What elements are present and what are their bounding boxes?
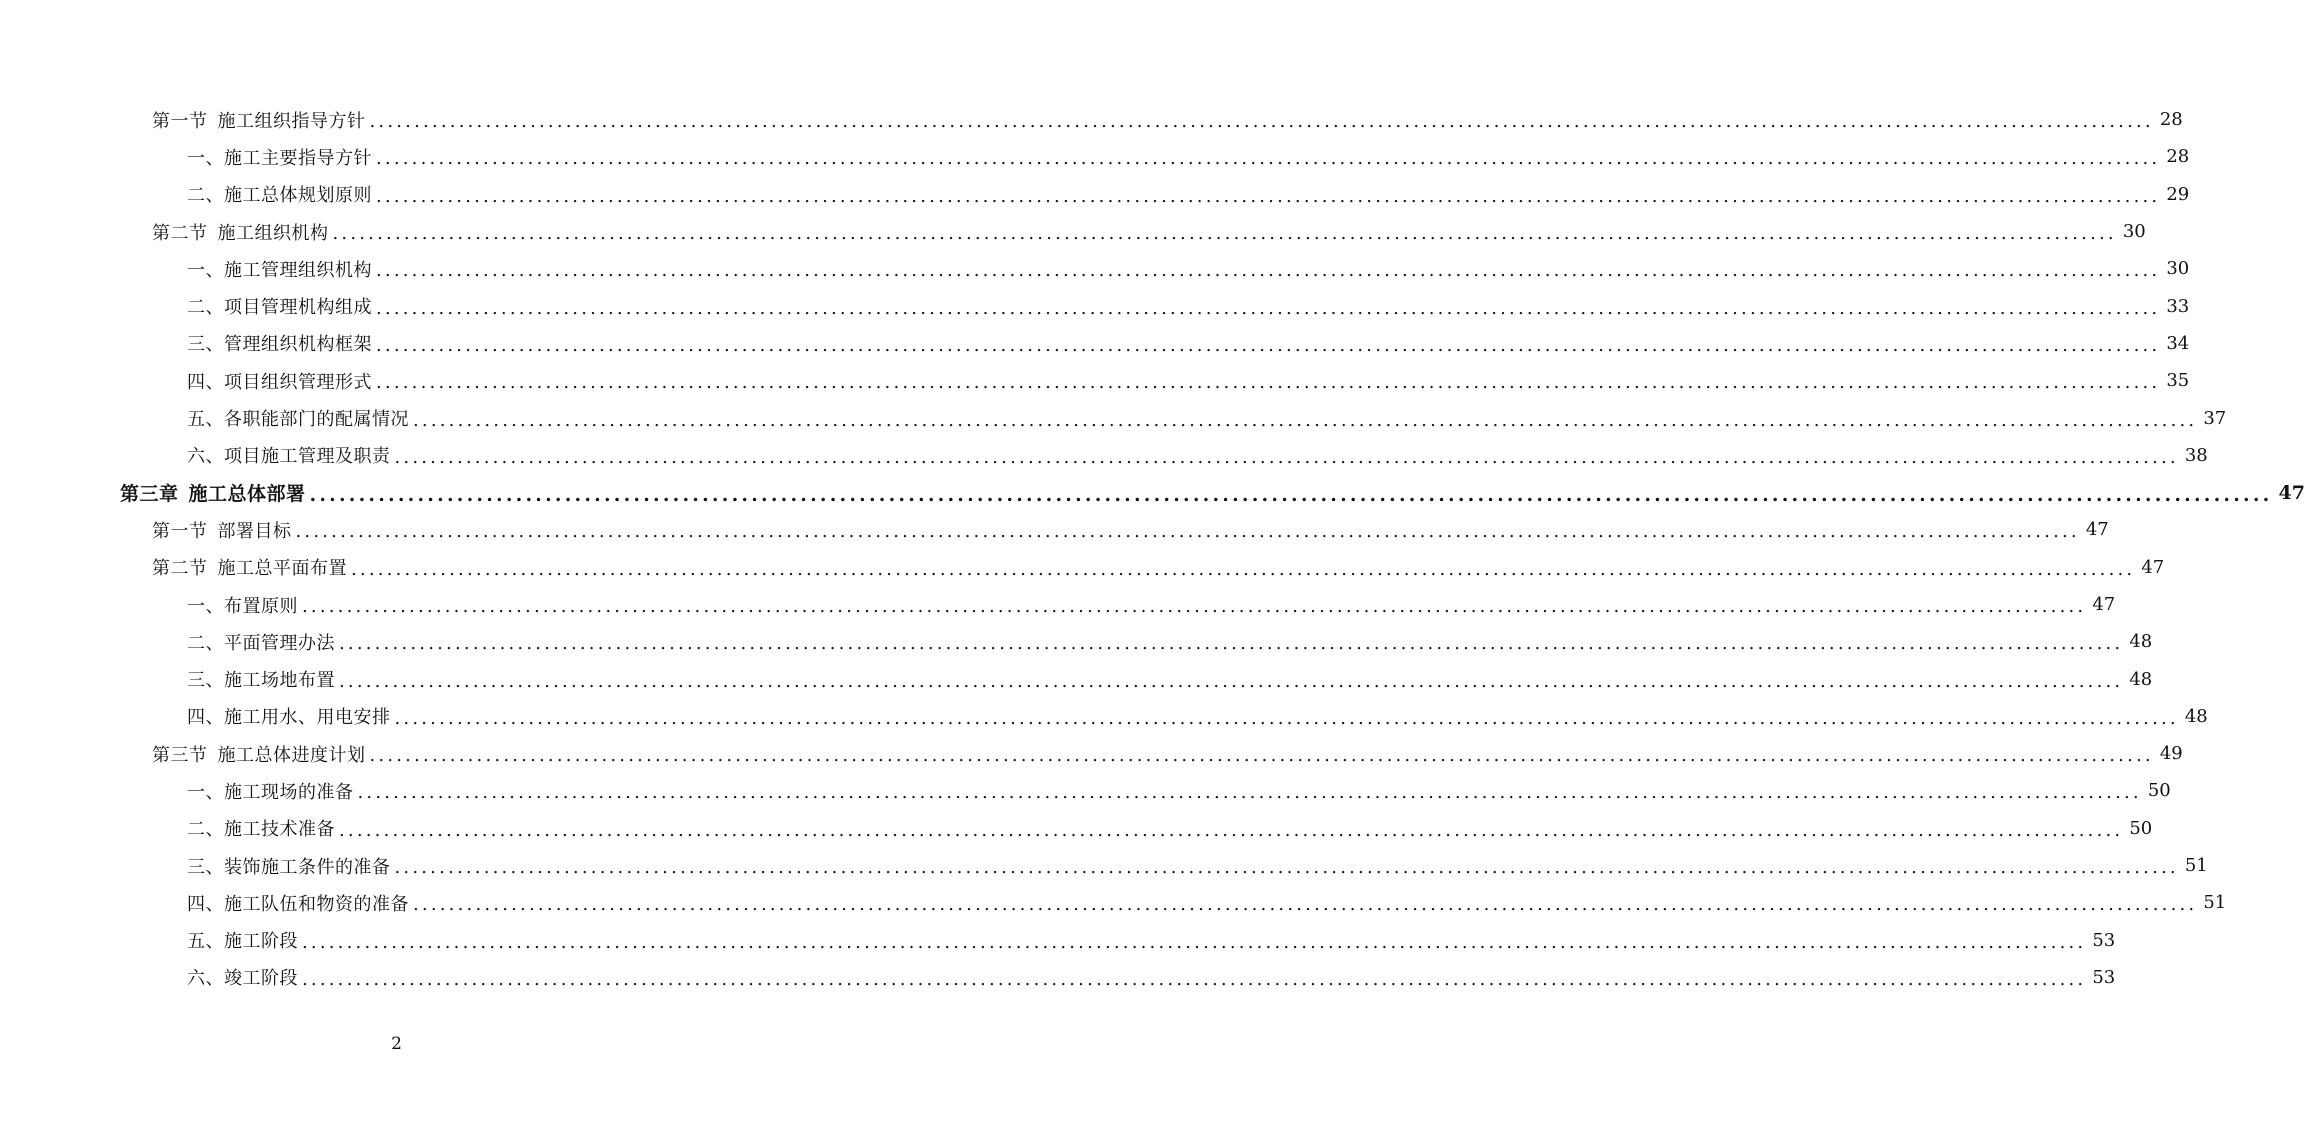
toc-entry-prefix: 六、	[187, 968, 224, 990]
toc-entry-label	[187, 368, 372, 394]
toc-entry-title: 施工场地布置	[224, 670, 335, 692]
toc-dot-leader: ........................................................................................................................................................................................................	[357, 782, 2142, 804]
toc-entry[interactable]	[0, 474, 2305, 511]
toc-dot-leader: ........................................................................................................................................................................................................	[394, 857, 2179, 879]
toc-entry[interactable]	[0, 884, 2227, 921]
toc-entry-label	[187, 666, 335, 692]
toc-entry-title: 施工现场的准备	[224, 781, 354, 803]
toc-entry[interactable]	[0, 922, 2116, 959]
toc-dot-leader: ........................................................................................................................................................................................................	[351, 558, 2136, 580]
toc-entry[interactable]	[0, 810, 2153, 847]
toc-dot-leader: ........................................................................................................................................................................................................	[309, 483, 2273, 506]
toc-entry-label	[152, 741, 366, 767]
toc-entry-title: 平面管理办法	[224, 632, 335, 654]
toc-entry-prefix: 五、	[187, 931, 224, 953]
toc-entry-title: 装饰施工条件的准备	[224, 856, 391, 878]
toc-entry[interactable]	[0, 586, 2116, 623]
toc-entry-prefix: 三、	[187, 670, 224, 692]
toc-entry-title: 项目管理机构组成	[224, 297, 372, 319]
toc-entry-page: 48	[2129, 668, 2153, 690]
toc-entry-page: 33	[2166, 295, 2190, 317]
toc-entry-label	[187, 592, 298, 618]
toc-entry-prefix: 三、	[187, 856, 224, 878]
toc-entry-prefix: 一、	[187, 595, 224, 617]
toc-entry-prefix: 第三节	[152, 744, 208, 766]
toc-entry-title: 施工管理组织机构	[224, 259, 372, 281]
toc-entry-title: 布置原则	[224, 595, 298, 617]
toc-entry[interactable]	[0, 735, 2183, 772]
toc-entry-title: 部署目标	[217, 520, 292, 542]
toc-entry-prefix: 第二节	[152, 558, 208, 580]
toc-entry-page: 34	[2166, 332, 2190, 354]
toc-dot-leader: ........................................................................................................................................................................................................	[413, 894, 2198, 916]
toc-entry-prefix: 第一节	[152, 520, 208, 542]
toc-entry[interactable]	[0, 660, 2153, 697]
toc-entry-page: 51	[2203, 892, 2227, 914]
toc-entry-page: 51	[2184, 855, 2208, 877]
toc-entry-label	[187, 890, 409, 916]
toc-entry-title: 施工主要指导方针	[224, 147, 372, 169]
toc-entry-prefix: 四、	[187, 371, 224, 393]
toc-entry-page: 28	[2159, 109, 2183, 131]
toc-entry-prefix: 三、	[187, 334, 224, 356]
toc-entry-page: 53	[2092, 966, 2116, 988]
toc-entry-prefix: 二、	[187, 297, 224, 319]
toc-dot-leader: ........................................................................................................................................................................................................	[339, 819, 2124, 841]
toc-entry-label	[187, 703, 391, 729]
toc-entry-title: 施工总体部署	[188, 483, 306, 506]
toc-dot-leader: ........................................................................................................................................................................................................	[376, 148, 2161, 170]
toc-dot-leader: ........................................................................................................................................................................................................	[332, 223, 2117, 245]
toc-dot-leader: ........................................................................................................................................................................................................	[339, 670, 2124, 692]
toc-entry-page: 47	[2092, 594, 2116, 615]
toc-entry-title: 施工用水、用电安排	[224, 707, 391, 729]
toc-entry[interactable]	[0, 959, 2116, 996]
toc-entry[interactable]	[0, 325, 2190, 362]
toc-entry-label	[187, 181, 372, 207]
toc-entry-title: 施工总平面布置	[217, 558, 347, 580]
toc-entry-page: 48	[2129, 631, 2153, 653]
page-number: 2	[391, 1034, 402, 1054]
toc-entry-label	[187, 629, 335, 655]
toc-dot-leader: ........................................................................................................................................................................................................	[413, 409, 2198, 431]
toc-entry-label	[152, 517, 292, 543]
toc-entry[interactable]	[0, 287, 2190, 324]
toc-entry-prefix: 第二节	[152, 222, 208, 244]
toc-entry-page: 30	[2122, 221, 2146, 243]
toc-entry-title: 施工总体进度计划	[217, 744, 366, 766]
toc-entry-title: 项目组织管理形式	[224, 371, 372, 393]
toc-entry-label	[187, 144, 372, 170]
toc-dot-leader: ........................................................................................................................................................................................................	[302, 931, 2087, 953]
toc-entry-title: 竣工阶段	[224, 968, 298, 990]
toc-dot-leader: ........................................................................................................................................................................................................	[376, 297, 2161, 319]
toc-entry-title: 施工队伍和物资的准备	[224, 893, 409, 915]
toc-entry-page: 50	[2147, 780, 2171, 802]
toc-entry-page: 47	[2141, 556, 2165, 578]
toc-entry-label	[187, 256, 372, 282]
toc-entry-prefix: 六、	[187, 446, 224, 468]
toc-dot-leader: ........................................................................................................................................................................................................	[302, 968, 2087, 990]
toc-entry-prefix: 四、	[187, 893, 224, 915]
toc-entry-prefix: 一、	[187, 259, 224, 281]
toc-entry-title: 施工组织指导方针	[217, 110, 366, 132]
toc-entry-label	[187, 853, 391, 879]
toc-entry[interactable]	[0, 772, 2171, 809]
toc-entry-label	[187, 964, 298, 990]
table-of-contents	[0, 101, 2305, 996]
toc-entry-title: 施工总体规划原则	[224, 185, 372, 207]
toc-entry-page: 35	[2166, 370, 2190, 392]
toc-dot-leader: ........................................................................................................................................................................................................	[369, 111, 2154, 133]
toc-entry[interactable]	[0, 213, 2146, 250]
toc-entry[interactable]	[0, 847, 2208, 884]
toc-entry-label	[187, 293, 372, 319]
toc-entry-title: 项目施工管理及职责	[224, 446, 391, 468]
toc-entry[interactable]	[0, 399, 2227, 436]
toc-entry-prefix: 五、	[187, 409, 224, 431]
toc-entry-page: 38	[2184, 444, 2208, 466]
toc-dot-leader: ........................................................................................................................................................................................................	[394, 446, 2179, 468]
toc-entry[interactable]	[0, 549, 2165, 586]
toc-entry-prefix: 第一节	[152, 110, 208, 132]
toc-entry-prefix: 二、	[187, 819, 224, 841]
toc-entry-page: 28	[2166, 146, 2190, 168]
toc-dot-leader: ........................................................................................................................................................................................................	[295, 521, 2080, 543]
toc-dot-leader: ........................................................................................................................................................................................................	[369, 745, 2154, 767]
toc-dot-leader: ........................................................................................................................................................................................................	[376, 260, 2161, 282]
toc-entry-label	[187, 778, 354, 804]
toc-entry-title: 施工组织机构	[217, 222, 329, 244]
toc-entry[interactable]	[0, 101, 2183, 138]
toc-entry[interactable]	[0, 138, 2190, 175]
toc-entry-prefix: 一、	[187, 147, 224, 169]
toc-entry-page: 47	[2278, 481, 2305, 504]
toc-entry-label	[187, 405, 409, 431]
toc-entry-title: 管理组织机构框架	[224, 334, 372, 356]
toc-entry-label	[120, 479, 306, 506]
toc-entry-title: 施工技术准备	[224, 819, 335, 841]
toc-dot-leader: ........................................................................................................................................................................................................	[394, 707, 2179, 729]
toc-entry-label	[187, 330, 372, 356]
toc-entry-page: 47	[2085, 519, 2109, 541]
toc-entry-page: 53	[2092, 929, 2116, 951]
toc-entry[interactable]	[0, 623, 2153, 660]
toc-dot-leader: ........................................................................................................................................................................................................	[376, 334, 2161, 356]
toc-entry-page: 50	[2129, 817, 2153, 839]
toc-entry-label	[187, 927, 298, 953]
toc-entry-title: 施工阶段	[224, 931, 298, 953]
toc-entry-page: 48	[2184, 705, 2208, 727]
toc-entry-label	[152, 107, 366, 133]
toc-entry-prefix: 二、	[187, 185, 224, 207]
toc-entry-page: 30	[2166, 258, 2190, 280]
toc-entry-label	[187, 815, 335, 841]
toc-entry-page: 49	[2159, 743, 2183, 765]
toc-dot-leader: ........................................................................................................................................................................................................	[339, 633, 2124, 655]
toc-entry[interactable]	[0, 362, 2190, 399]
toc-entry-page: 29	[2166, 183, 2190, 205]
toc-entry[interactable]	[0, 250, 2190, 287]
toc-entry-page: 37	[2203, 407, 2227, 429]
toc-entry[interactable]	[0, 511, 2109, 548]
toc-entry-label	[152, 219, 329, 245]
toc-dot-leader: ........................................................................................................................................................................................................	[376, 372, 2161, 394]
toc-entry-prefix: 一、	[187, 781, 224, 803]
toc-entry-title: 各职能部门的配属情况	[224, 409, 409, 431]
toc-dot-leader: ........................................................................................................................................................................................................	[376, 185, 2161, 207]
toc-entry-label	[187, 442, 391, 468]
toc-entry-prefix: 二、	[187, 632, 224, 654]
toc-entry[interactable]	[0, 698, 2208, 735]
toc-entry[interactable]	[0, 176, 2190, 213]
toc-entry-prefix: 四、	[187, 707, 224, 729]
toc-entry[interactable]	[0, 437, 2208, 474]
toc-dot-leader: ........................................................................................................................................................................................................	[302, 596, 2087, 617]
toc-entry-prefix: 第三章	[120, 483, 179, 506]
toc-entry-label	[152, 554, 347, 580]
